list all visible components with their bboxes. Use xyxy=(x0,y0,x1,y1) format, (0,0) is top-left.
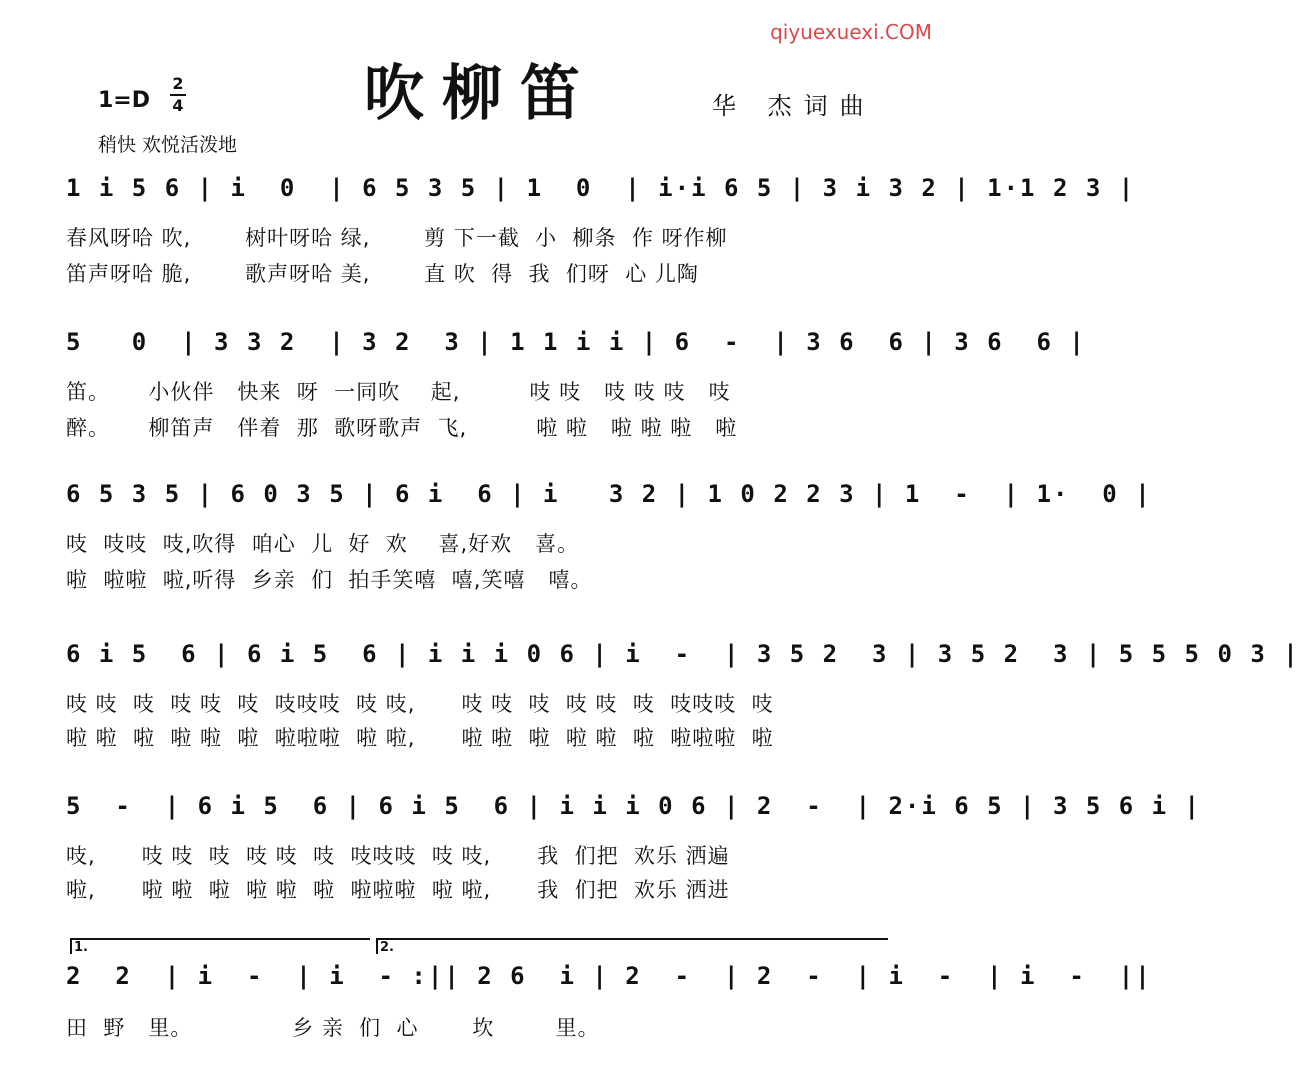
lyrics-row-1-verse-2: 笛声呀哈 脆, 歌声呀哈 美, 直 吹 得 我 们呀 心 儿陶 xyxy=(66,262,699,286)
lyrics-row-5-verse-2: 啦, 啦 啦 啦 啦 啦 啦 啦啦啦 啦 啦, 我 们把 欢乐 洒进 xyxy=(66,878,730,902)
time-top: 2 xyxy=(172,74,184,93)
lyrics-row-2-verse-1: 笛。 小伙伴 快来 呀 一同吹 起, 吱 吱 吱 吱 吱 吱 xyxy=(66,380,731,404)
song-title: 吹柳笛 xyxy=(364,59,598,129)
notation-row-4: 6 i 5 6 | 6 i 5 6 | i i i 0 6 | i - | 3 5 2 3 | 3 5 2 3 | 5 5 5 0 3 | xyxy=(66,640,1300,668)
lyrics-row-1-verse-1: 春风呀哈 吹, 树叶呀哈 绿, 剪 下一截 小 柳条 作 呀作柳 xyxy=(66,226,728,250)
notation-row-6: 2 2 | i - | i - :|| 2 6 i | 2 - | 2 - | i - | i - || xyxy=(66,962,1152,990)
lyrics-row-3-verse-2: 啦 啦啦 啦,听得 乡亲 们 拍手笑嘻 嘻,笑嘻 嘻。 xyxy=(66,568,593,592)
lyrics-row-6-verse-1: 田 野 里。 乡 亲 们 心 坎 里。 xyxy=(66,1016,600,1040)
watermark: qiyuexuexi.COM xyxy=(770,20,932,44)
volta-1-bracket: 1. xyxy=(70,938,370,954)
lyrics-row-4-verse-1: 吱 吱 吱 吱 吱 吱 吱吱吱 吱 吱, 吱 吱 吱 吱 吱 吱 吱吱吱 吱 xyxy=(66,692,774,716)
time-bottom: 4 xyxy=(170,94,186,116)
lyrics-row-2-verse-2: 醉。 柳笛声 伴着 那 歌呀歌声 飞, 啦 啦 啦 啦 啦 啦 xyxy=(66,416,738,440)
volta-2-bracket: 2. xyxy=(376,938,888,954)
notation-row-2: 5 0 | 3 3 2 | 3 2 3 | 1 1 i i | 6 - | 3 6 6 | 3 6 6 | xyxy=(66,328,1086,356)
lyrics-row-4-verse-2: 啦 啦 啦 啦 啦 啦 啦啦啦 啦 啦, 啦 啦 啦 啦 啦 啦 啦啦啦 啦 xyxy=(66,726,774,750)
key-signature: 1=D xyxy=(98,88,151,113)
time-signature xyxy=(170,74,186,116)
lyrics-row-3-verse-1: 吱 吱吱 吱,吹得 咱心 儿 好 欢 喜,好欢 喜。 xyxy=(66,532,580,556)
notation-row-1: 1 i 5 6 | i 0 | 6 5 3 5 | 1 0 | i·i 6 5 | 3 i 3 2 | 1·1 2 3 | xyxy=(66,174,1136,202)
tempo-marking: 稍快 欢悦活泼地 xyxy=(98,134,238,156)
notation-row-3: 6 5 3 5 | 6 0 3 5 | 6 i 6 | i 3 2 | 1 0 2 2 3 | 1 - | 1· 0 | xyxy=(66,480,1152,508)
author: 华 杰词曲 xyxy=(712,92,876,120)
lyrics-row-5-verse-1: 吱, 吱 吱 吱 吱 吱 吱 吱吱吱 吱 吱, 我 们把 欢乐 洒遍 xyxy=(66,844,730,868)
notation-row-5: 5 - | 6 i 5 6 | 6 i 5 6 | i i i 0 6 | 2 - | 2·i 6 5 | 3 5 6 i | xyxy=(66,792,1201,820)
